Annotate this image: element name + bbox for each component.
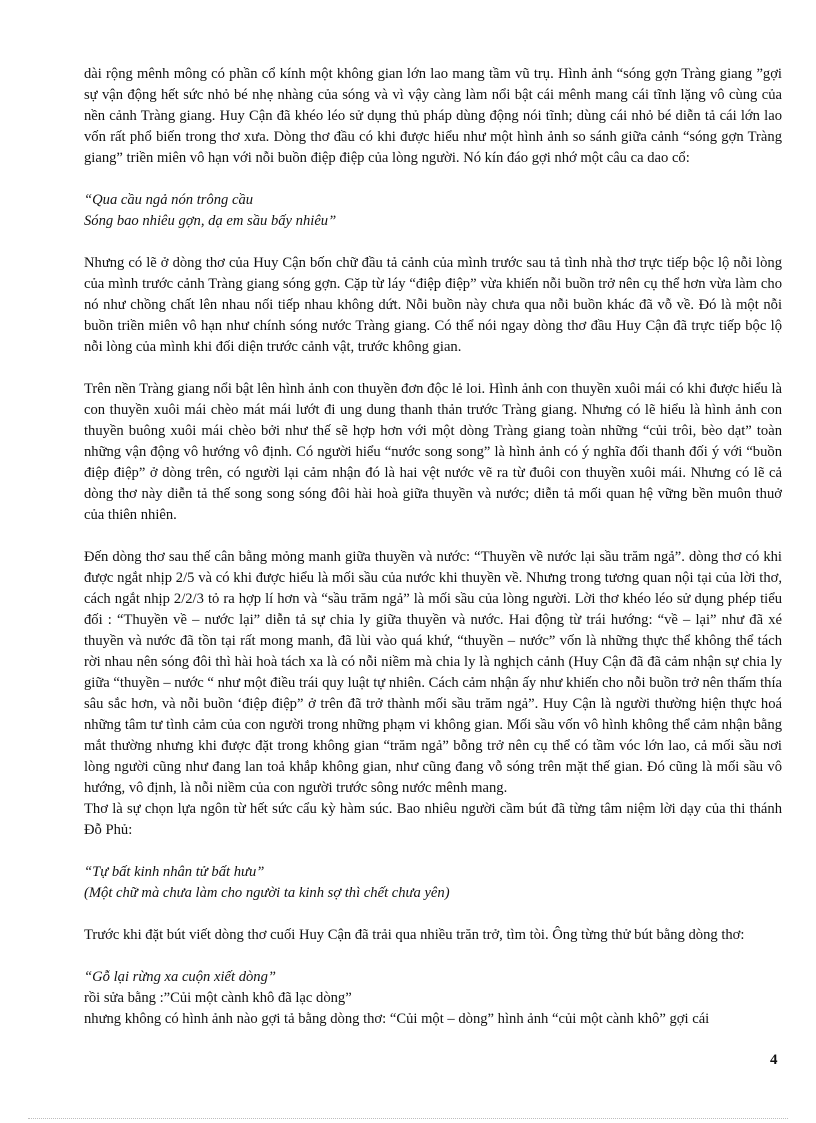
- poem-quote-line-1: “Qua cầu ngả nón trông cầu: [84, 192, 254, 208]
- paragraph-spacer: [84, 526, 782, 547]
- paragraph-3: Trên nền Tràng giang nổi bật lên hình ảnh con thuyền đơn độc lẻ loi. Hình ảnh con thuyền xuôi mái có khi được hiểu là con thuyền xuôi mái chèo mát mái lướt đi ung dung thanh thản trước Tràng giang. Nhưng có lẽ hiểu là hình ảnh con thuyền buông xuôi mái chèo bởi như thế sẽ hợp hơn với một dòng Tràng giang toàn những “củi trôi, bèo dạt” toàn những vận động vô hướng vô định. Có người hiểu “nước song song” là hình ảnh có ý nghĩa đối thanh đối ý với “buồn điệp điệp” ở dòng trên, có người lại cảm nhận đó là hai vệt nước vẽ ra từ đuôi con thuyền xuôi mái. Nhưng có lẽ cả dòng thơ này diễn tả thế song song sóng đôi hài hoà giữa thuyền và nước; diễn tả mối quan hệ vững bền muôn thuở của thiên nhiên.: [84, 381, 782, 523]
- paragraph-4: Đến dòng thơ sau thế cân bằng mỏng manh giữa thuyền và nước: “Thuyền về nước lại sầu trăm ngả”. dòng thơ có khi được ngắt nhịp 2/5 và có khi được hiểu là mối sầu của nước khi thuyền về. Nhưng trong tương quan nội tại của lời thơ, cách ngắt nhịp 2/2/3 tỏ ra hợp lí hơn và “sầu trăm ngả” là mối sầu của lòng người. Lời thơ khéo léo sử dụng phép tiểu đối : “Thuyền về – nước lại” diễn tả sự chia ly giữa thuyền và nước. Hai động từ trái hướng: “về – lại” như đã xé thuyền và nước đã tồn tại rất mong manh, đã lùi vào quá khứ, “thuyền – nước” vốn là những thực thể không thể tách rời nhau nên sóng đôi thì hài hoà tách xa là có nỗi niềm mà chia ly là nghịch cảnh (Huy Cận đã đã cảm nhận sự chia ly giữa “thuyền – nước “ như một điều trái quy luật tự nhiên. Cách cảm nhận ấy như khiến cho nỗi buồn trở nên thấm thía sâu sắc hơn, và nỗi buồn ‘điệp điệp” ở trên đã trở thành mối sầu trăm ngả”. Huy Cận là người thường hiện thực hoá những tâm tư tình cảm của con người trong những phạm vi không gian. Mối sầu vốn vô hình không thể cảm nhận bằng mắt thường nhưng khi được đặt trong không gian “trăm ngả” bỗng trở nên cụ thể có tầm vóc lớn lao, cả mối sầu nơi lòng người cũng như đang lan toả khắp không gian, như cũng đang vỗ sóng trên mặt thế gian. Đó cũng là mối sầu vô hướng, vô định, là nỗi niềm của con người trước sông nước mênh mang.: [84, 549, 782, 796]
- paragraph-1: dài rộng mênh mông có phần cổ kính một không gian lớn lao mang tầm vũ trụ. Hình ảnh “sóng gợn Tràng giang ”gợi sự vận động hết sức nhỏ bé nhẹ nhàng của sóng và vì vậy càng làm nổi bật cái mênh mang cái tĩnh lặng vô cùng của nền cảnh Tràng giang. Huy Cận đã khéo léo sử dụng thủ pháp dùng động nói tĩnh; dùng cái nhỏ bé diễn tả cái lớn lao vốn rất phổ biến trong thơ xưa. Dòng thơ đầu có khi được hiểu như một hình ảnh so sánh giữa cảnh “sóng gợn Tràng giang” triền miên vô hạn với nỗi buồn điệp điệp của lòng người. Nó kín đáo gợi nhớ một câu ca dao cổ:: [84, 66, 782, 166]
- paragraph-spacer: [84, 841, 782, 862]
- document-body: [84, 64, 782, 1030]
- paragraph-spacer: [84, 169, 782, 190]
- paragraph-8: nhưng không có hình ảnh nào gợi tả bằng dòng thơ: “Củi một – dòng” hình ảnh “củi một cành khô” gợi cái: [84, 1011, 710, 1027]
- poem-quote-line-2: Sóng bao nhiêu gợn, dạ em sầu bấy nhiêu”: [84, 213, 337, 229]
- paragraph-5: Thơ là sự chọn lựa ngôn từ hết sức cẩu kỳ hàm súc. Bao nhiêu người cầm bút đã từng tâm niệm lời dạy của thi thánh Đỗ Phủ:: [84, 801, 782, 838]
- paragraph-2: Nhưng có lẽ ở dòng thơ của Huy Cận bốn chữ đầu tả cảnh của mình trước sau tả tình nhà thơ trực tiếp bộc lộ nỗi lòng của mình trước cảnh Tràng giang sóng gợn. Cặp từ láy “điệp điệp” vừa khiến nỗi buồn trở nên cụ thể hơn vừa làm cho nó như chồng chất lên nhau nối tiếp nhau không dứt. Nỗi buồn này chưa qua nỗi buồn khác đã vỗ về. Đó là một nỗi buồn triền miên vô hạn như chính sóng nước Tràng giang. Có thể nói ngay dòng thơ đầu Huy Cận đã trực tiếp bộc lộ nỗi lòng của mình khi đối diện trước cảnh vật, trước không gian.: [84, 255, 782, 355]
- paragraph-spacer: [84, 946, 782, 967]
- paragraph-spacer: [84, 358, 782, 379]
- page-bottom-divider: [28, 1118, 788, 1119]
- page-number: 4: [770, 1052, 778, 1068]
- poem-quote-translation: (Một chữ mà chưa làm cho người ta kinh sợ thì chết chưa yên): [84, 885, 450, 901]
- paragraph-spacer: [84, 904, 782, 925]
- paragraph-7: rồi sửa bằng :”Củi một cành khô đã lạc dòng”: [84, 990, 352, 1006]
- paragraph-spacer: [84, 232, 782, 253]
- poem-quote-du-fu: “Tự bất kinh nhân tử bất hưu”: [84, 864, 265, 880]
- paragraph-6: Trước khi đặt bút viết dòng thơ cuối Huy Cận đã trải qua nhiều trăn trở, tìm tòi. Ông từng thử bút bằng dòng thơ:: [84, 927, 745, 943]
- poem-quote-draft: “Gỗ lại rừng xa cuộn xiết dòng”: [84, 969, 276, 985]
